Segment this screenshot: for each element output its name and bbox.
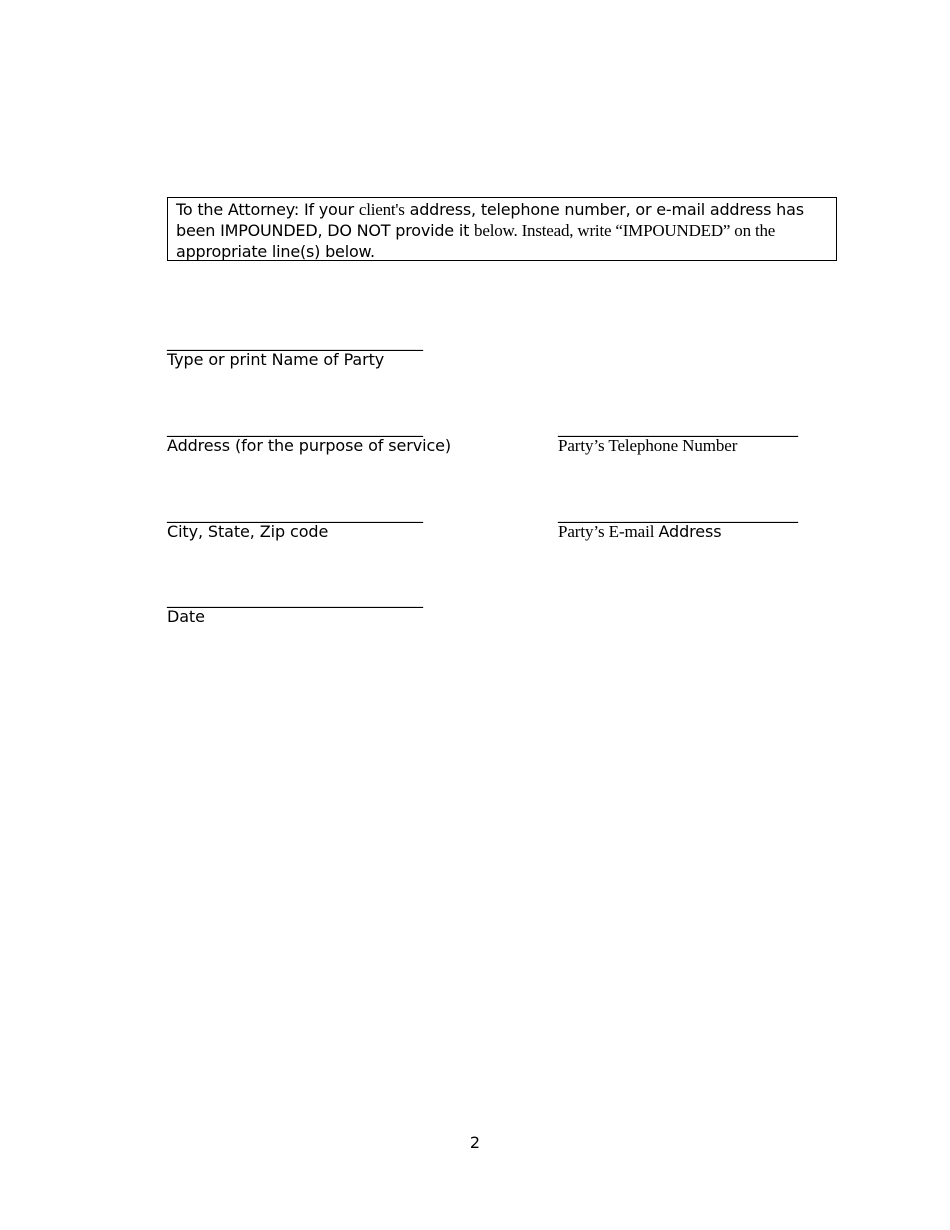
email-field[interactable] xyxy=(558,506,798,542)
notice-text-3: address, telephone number, or e-mail address has been IMPOUNDED, DO NOT provide it xyxy=(176,200,804,240)
date-label: Date xyxy=(167,607,205,626)
address-field[interactable] xyxy=(167,420,451,456)
date-line[interactable]: ________________________________ xyxy=(167,589,423,608)
party-name-label: Type or print Name of Party xyxy=(167,350,385,369)
telephone-field[interactable] xyxy=(558,420,798,456)
page-number: 2 xyxy=(469,1133,481,1152)
email-label-suffix: Address xyxy=(658,522,722,541)
address-label: Address (for the purpose of service) xyxy=(167,436,452,455)
notice-text-2: client's xyxy=(358,200,405,219)
notice-text-4: below. Instead, write “IMPOUNDED” on the xyxy=(474,221,776,240)
telephone-label: Party’s Telephone Number xyxy=(558,436,738,455)
telephone-line[interactable]: ______________________________ xyxy=(558,418,798,437)
attorney-notice-box xyxy=(167,197,837,261)
notice-text-1: If your xyxy=(299,200,359,219)
city-state-zip-field[interactable] xyxy=(167,506,423,542)
party-name-field[interactable] xyxy=(167,334,423,370)
email-label xyxy=(558,522,798,542)
date-field[interactable] xyxy=(167,591,423,627)
city-state-zip-line[interactable]: ________________________________ xyxy=(167,504,423,523)
notice-text-5: appropriate line(s) below. xyxy=(176,242,375,261)
city-state-zip-label: City, State, Zip code xyxy=(167,522,329,541)
address-line[interactable]: ________________________________ xyxy=(167,418,423,437)
email-label-prefix: Party’s E-mail xyxy=(558,522,659,541)
party-name-line[interactable]: ________________________________ xyxy=(167,332,423,351)
email-line[interactable]: ______________________________ xyxy=(558,504,798,523)
notice-lead: To the Attorney: xyxy=(176,200,300,219)
